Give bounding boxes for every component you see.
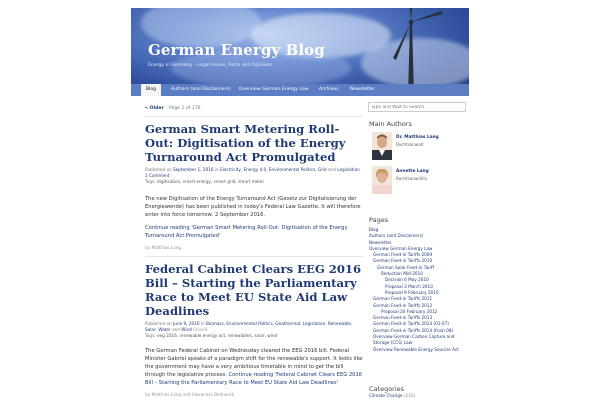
categories-list [369,393,469,399]
post-tags-links[interactable]: digitisation, smart energy, smart grid, smart meter [157,179,265,185]
post-byline [145,245,363,251]
comments-closed: Closed [193,327,208,333]
post-date-link[interactable]: June 9, 2016 [173,321,200,326]
site-description: Energy in Germany – Legal Issues, Facts and Opinions [148,63,272,68]
tags-label: Tags: [145,333,156,339]
author-name[interactable]: Dr. Matthias Lang [396,135,439,140]
older-posts-link[interactable]: « Older [145,106,164,111]
page-link-fit-2011[interactable]: German Feed-in Tariffs 2011 [373,296,433,302]
page-link-ccs-law[interactable]: Overview German Carbon Capture and Storage (CCS) Law [373,334,455,346]
byline-prefix: by [145,244,151,250]
author-role: Rechtsanwalt [396,142,424,147]
author-role: Rechtsanwältin [396,176,428,181]
post-title[interactable]: Federal Cabinet Clears EEG 2016 Bill – Starting the Parliamentary Race to Meet EU State Aid Law Deadlines [145,262,362,318]
post [145,262,363,398]
post-title[interactable]: German Smart Metering Roll-Out: Digitisation of the Energy Turnaround Act Promulgated [145,122,346,164]
divider [145,116,363,117]
page-link-proposal-feb-2010[interactable]: Proposal 9 February 2010 [385,289,439,295]
pager: « Older – Page 1 of 176 [145,106,201,111]
wind-turbine-icon [371,8,451,96]
nav-item-blog[interactable]: Blog [141,84,161,96]
pages-list [369,227,469,353]
published-label: Published on [145,321,172,326]
author-card [369,132,469,162]
site-header [131,8,469,96]
post-categories-links[interactable]: Biomass, Environmental Politics, Geothermal, Legislation, Renewable, Solar, Water [145,321,353,333]
page-link-authors[interactable]: Authors (and Disclaimers) [369,233,424,239]
byline-author[interactable]: Matthias Lang [151,244,182,250]
nav-item-archives[interactable]: Archives [319,87,339,92]
nav-item-authors[interactable]: Authors (and Disclaimers) [171,87,231,92]
page-link-newsletter[interactable]: Newsletter [369,239,392,245]
post-excerpt-text: The German Federal Cabinet on Wednesday cleared the EEG 2016 bill. Federal Minister Gabriel speaks of a paradigm shift for the renewable's support. It looks like the government may have a very ambitious timetable in mind to get the bill through the legislative process. [145,347,363,379]
page-link-fit-2014-b[interactable]: German Feed-in Tariffs 2014 (from 08) [373,327,454,333]
page-link-blog[interactable]: Blog [369,227,379,232]
and-label: and [172,327,180,333]
search-input[interactable] [368,102,466,112]
and-label: and [327,167,336,172]
post-tags-links[interactable]: eeg 2016, renewable energy act, renewables, solar, wind [157,333,278,339]
page-indicator: Page 1 of 176 [168,106,201,111]
main-navigation [131,84,469,96]
main-authors-heading: Main Authors [369,120,412,128]
post-meta [145,321,363,340]
post [145,122,363,251]
nav-item-overview-law[interactable]: Overview German Energy Law [239,87,309,92]
comments-link[interactable]: 1 Comment [145,173,170,179]
post-date-link[interactable]: September 1, 2016 [173,167,214,172]
page-link-solar-fit[interactable]: German Solar Feed-in Tariff [377,264,434,270]
page-link-fit-2014-a[interactable]: German Feed-in Tariffs 2014 (01-07) [373,321,449,327]
nav-item-newsletter[interactable]: Newsletter [350,87,375,92]
page-link-fit-2009[interactable]: German Feed-in Tariffs 2009 [373,252,433,258]
tags-label: Tags: [145,179,156,185]
post-category-link[interactable]: Legislation [337,167,360,172]
sidebar [363,96,468,400]
page-link-fit-2013[interactable]: German Feed-in Tariffs 2013 [373,315,433,321]
author-name[interactable]: Annette Lang [396,169,429,174]
post-excerpt [145,347,363,388]
categories-heading: Categories [369,385,405,393]
page-link-proposal-2012[interactable]: Proposal 20 February 2012 [381,308,438,314]
post-byline [145,392,363,398]
post-categories-links[interactable]: Electricity, Energy 4.0, Environmental Politics, Grid [220,167,327,172]
page-link-fit-2010[interactable]: German Feed-in Tariffs 2010 [373,258,433,264]
pages-heading: Pages [369,216,389,224]
published-label: Published on [145,167,172,172]
author-card [369,166,469,196]
byline-author[interactable]: Matthias Lang and Alexandra Bednarek [151,391,235,397]
site-title[interactable]: German Energy Blog [148,41,325,59]
continue-reading-link[interactable]: Continue reading 'German Smart Metering Roll-Out: Digitisation of the Energy Turnaround Act Promulgated' [145,225,348,240]
post-meta [145,167,363,186]
page-link-overview-law[interactable]: Overview German Energy Law [369,245,433,251]
byline-prefix: by [145,391,151,397]
post-category-link[interactable]: Wind [181,327,192,333]
page-link-solar-fit-reduction[interactable]: Reduction Mid-2010 [381,271,423,277]
post-excerpt: The new Digitisation of the Energy Turnaround Act (Gesetz zur Digitalisierung der Energiewende) has been published in today's Federal Law Gazette. It will therefore enter into force tomorrow, 2 September 2016. [145,195,361,219]
in-label: in [200,321,205,326]
continue-reading-link[interactable]: Continue reading 'Federal Cabinet Clears EEG 2016 Bill – Starting the Parliamentary Race to Meet EU State Aid Law Deadlines' [145,372,363,387]
page-link-proposal-march-2010[interactable]: Proposal 3 March 2010 [385,283,433,289]
author-photo-icon[interactable] [372,166,392,194]
author-photo-icon[interactable] [372,132,392,160]
category-count: (231) [403,393,416,398]
page-link-res-act[interactable]: Overview Renewable Energy Sources Act [373,346,459,352]
in-label: in [214,167,219,172]
page-link-fit-2012[interactable]: German Feed-in Tariffs 2012 [373,302,433,308]
category-link[interactable]: Climate Change [369,393,403,398]
divider [145,256,363,257]
page-link-decision-2010[interactable]: Decision 6 May 2010 [385,277,429,283]
